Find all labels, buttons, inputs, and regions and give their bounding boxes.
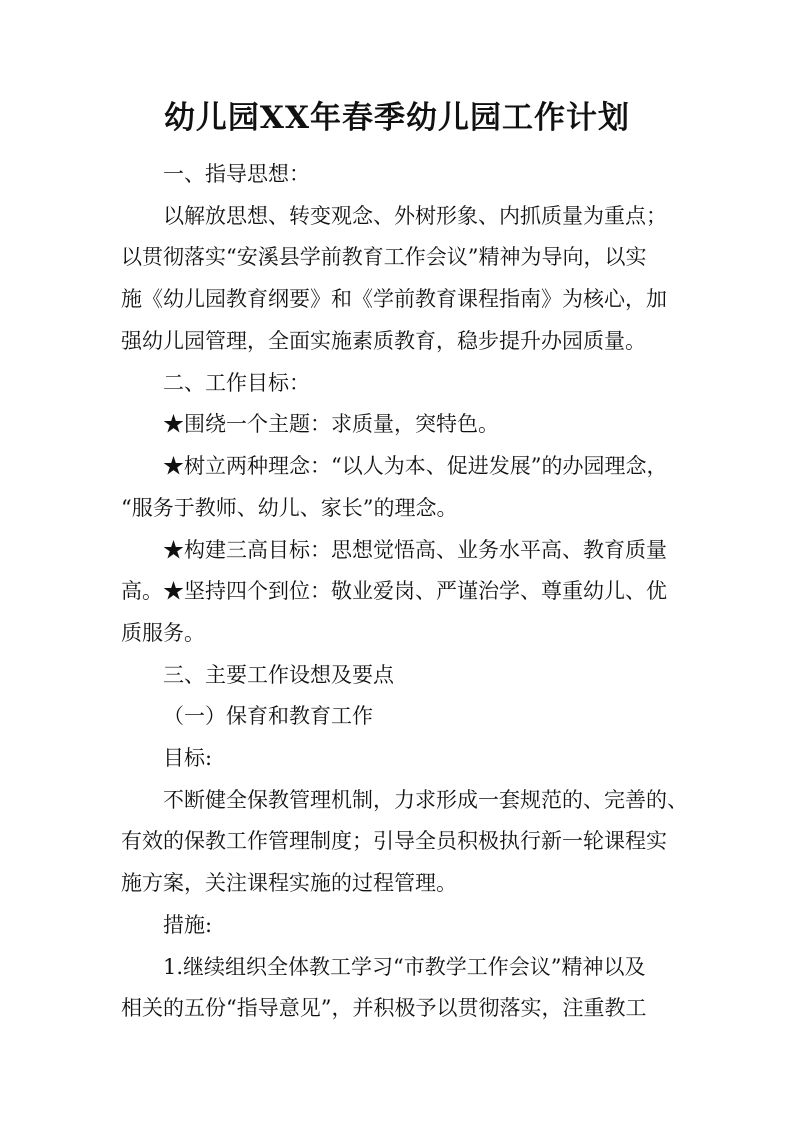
paragraph-line: 有效的保教工作管理制度；引导全员积极执行新一轮课程实 [121,829,667,853]
section-heading-main-work: 三、主要工作设想及要点 [163,663,394,687]
goal-item: ★构建三高目标：思想觉悟高、业务水平高、教育质量 [163,538,667,562]
goal-item: ★树立两种理念：“以人为本、促进发展”的办园理念， [163,454,668,478]
paragraph-line: 施方案，关注课程实施的过程管理。 [121,871,457,895]
paragraph-line: 以贯彻落实“安溪县学前教育工作会议”精神为导向，以实 [121,245,647,269]
subsection-heading: （一）保育和教育工作 [163,704,373,728]
paragraph-line: 以解放思想、转变观念、外树形象、内抓质量为重点； [163,204,667,228]
paragraph-line: 相关的五份“指导意见”，并积极予以贯彻落实，注重教工 [121,996,647,1020]
paragraph-line: 质服务。 [121,621,205,645]
section-heading-work-goals: 二、工作目标： [163,371,310,395]
paragraph-line: 施《幼儿园教育纲要》和《学前教育课程指南》为核心，加 [121,287,667,311]
paragraph-line: 高。★坚持四个到位：敬业爱岗、严谨治学、尊重幼儿、优 [121,579,667,603]
paragraph-line: 不断健全保教管理机制，力求形成一套规范的、完善的、 [163,788,688,812]
paragraph-line: 强幼儿园管理，全面实施素质教育，稳步提升办园质量。 [121,329,646,353]
paragraph-line: “服务于教师、幼儿、家长”的理念。 [121,496,458,520]
section-heading-guiding-ideology: 一、指导思想： [163,162,310,186]
goal-item: ★围绕一个主题：求质量，突特色。 [163,412,499,436]
paragraph-line: 1.继续组织全体教工学习“市教学工作会议”精神以及 [163,955,646,979]
label-goal: 目标: [163,746,213,770]
document-title: 幼儿园XX年春季幼儿园工作计划 [163,100,631,136]
label-measures: 措施: [163,913,213,937]
